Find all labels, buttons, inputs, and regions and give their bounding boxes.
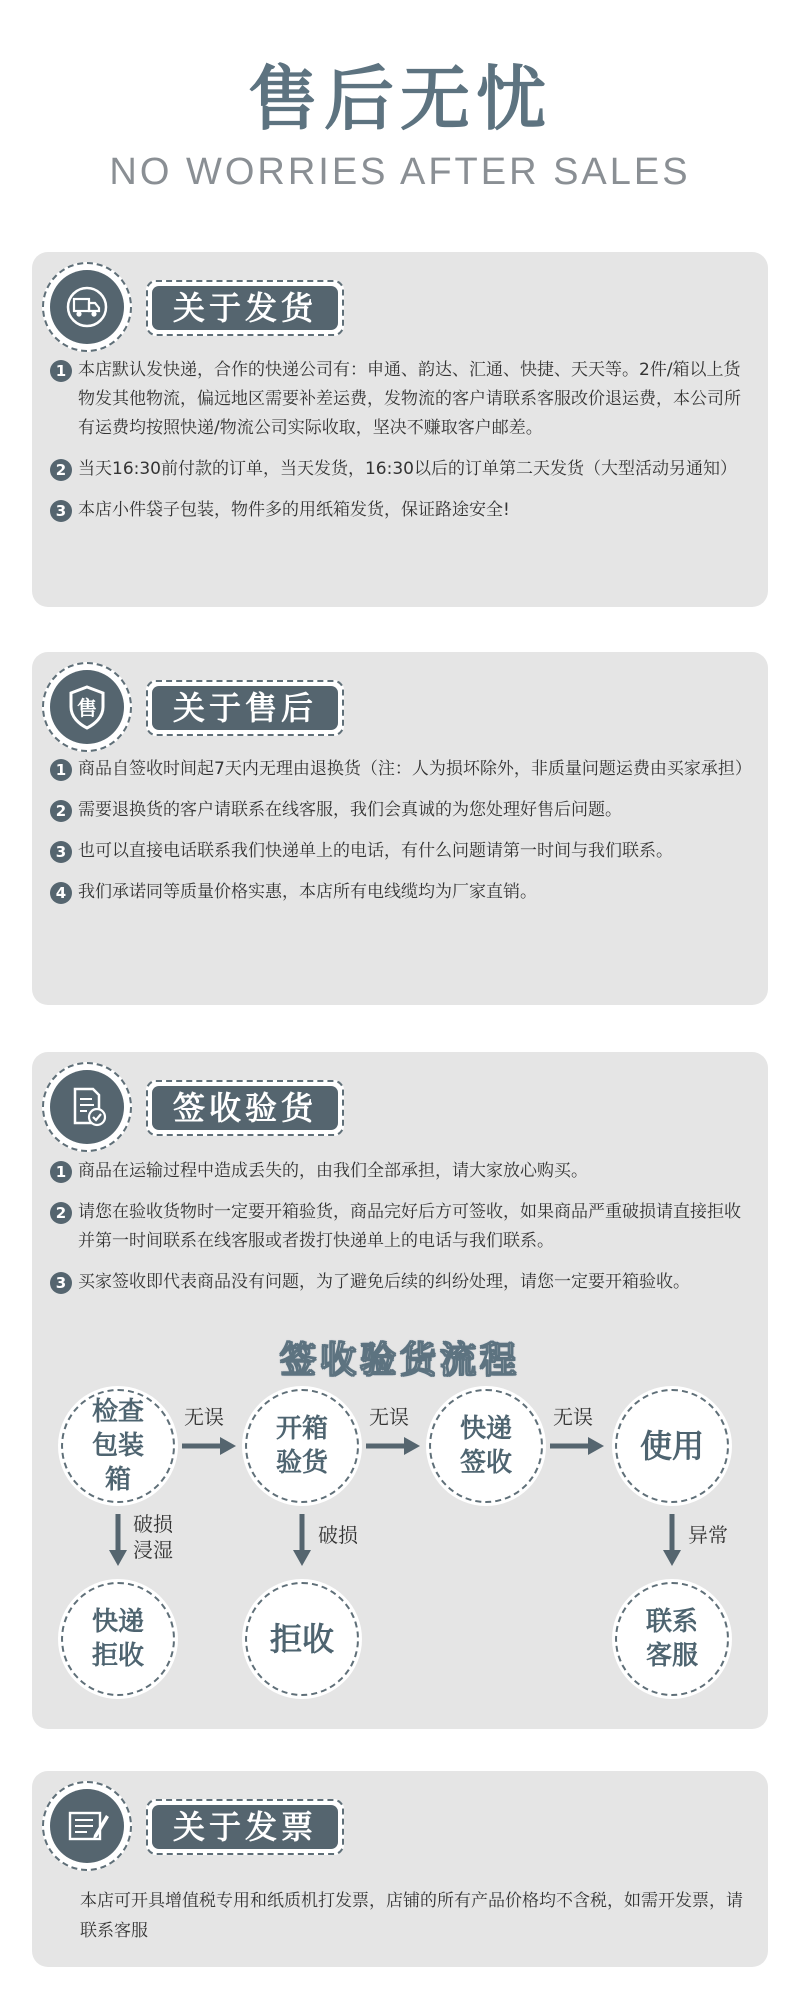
- flow-label-damaged-wet: 破损浸湿: [133, 1512, 173, 1562]
- item-number: 3: [50, 841, 72, 863]
- shipping-list: [50, 356, 748, 537]
- flow-step-open-inspect: 开箱验货: [245, 1389, 359, 1503]
- section-title-invoice: 关于发票: [146, 1799, 344, 1855]
- list-item: [50, 455, 748, 484]
- inspection-list: [50, 1157, 748, 1309]
- list-item: [50, 755, 752, 784]
- invoice-card: [32, 1771, 768, 1967]
- delivery-truck-icon: [42, 262, 132, 352]
- item-number: 2: [50, 1202, 72, 1224]
- list-item: [50, 356, 748, 443]
- flow-label-ok: 无误: [184, 1405, 224, 1429]
- invoice-text: 本店可开具增值税专用和纸质机打发票，店铺的所有产品价格均不含税，如需开发票，请联系客服: [80, 1891, 743, 1941]
- item-text: 需要退换货的客户请联系在线客服，我们会真诚的为您处理好售后问题。: [78, 800, 622, 820]
- document-check-icon: [42, 1062, 132, 1152]
- section-title-aftersales: 关于售后: [146, 680, 344, 736]
- item-number: 1: [50, 360, 72, 382]
- flow-label-ok: 无误: [369, 1405, 409, 1429]
- flow-result-courier-reject: 快递拒收: [61, 1582, 175, 1696]
- item-number: 4: [50, 882, 72, 904]
- flow-label-damaged: 破损: [318, 1523, 358, 1547]
- list-item: [50, 1268, 748, 1297]
- list-item: [50, 1157, 748, 1186]
- item-number: 2: [50, 459, 72, 481]
- item-text: 商品自签收时间起7天内无理由退换货（注：人为损坏除外，非质量问题运费由买家承担）: [78, 759, 752, 779]
- item-text: 买家签收即代表商品没有问题，为了避免后续的纠纷处理，请您一定要开箱验收。: [78, 1272, 690, 1292]
- page-title: 售后无忧: [248, 58, 552, 140]
- list-item: [50, 878, 748, 907]
- invoice-pen-icon: [42, 1781, 132, 1871]
- item-text: 商品在运输过程中造成丢失的，由我们全部承担，请大家放心购买。: [78, 1161, 588, 1181]
- item-text: 我们承诺同等质量价格实惠，本店所有电线缆均为厂家直销。: [78, 882, 537, 902]
- item-text: 请您在验收货物时一定要开箱验货，商品完好后方可签收，如果商品严重破损请直接拒收并第一时间联系在线客服或者拨打快递单上的电话与我们联系。: [78, 1202, 741, 1251]
- svg-text:售: 售: [77, 696, 97, 720]
- list-item: [50, 1198, 748, 1256]
- item-text: 本店小件袋子包装，物件多的用纸箱发货，保证路途安全!: [78, 500, 510, 520]
- list-item: [50, 496, 748, 525]
- flow-result-contact-service: 联系客服: [615, 1582, 729, 1696]
- flow-step-sign: 快递签收: [429, 1389, 543, 1503]
- flow-result-reject: 拒收: [245, 1582, 359, 1696]
- list-item: [50, 796, 748, 825]
- flow-step-check-package: 检查包装箱: [61, 1389, 175, 1503]
- shield-sale-icon: [42, 662, 132, 752]
- flow-step-use: 使用: [615, 1389, 729, 1503]
- section-title-inspection: 签收验货: [146, 1080, 344, 1136]
- item-number: 3: [50, 500, 72, 522]
- aftersales-list: [50, 755, 752, 919]
- section-title-shipping: 关于发货: [146, 280, 344, 336]
- list-item: [50, 837, 748, 866]
- item-number: 1: [50, 759, 72, 781]
- flow-title: 签收验货流程: [279, 1340, 520, 1381]
- flow-label-abnormal: 异常: [688, 1523, 728, 1547]
- item-number: 2: [50, 800, 72, 822]
- item-number: 3: [50, 1272, 72, 1294]
- item-text: 当天16:30前付款的订单，当天发货，16:30以后的订单第二天发货（大型活动另通知）: [78, 459, 737, 479]
- aftersales-card: [32, 652, 768, 1005]
- item-text: 也可以直接电话联系我们快递单上的电话，有什么问题请第一时间与我们联系。: [78, 841, 673, 861]
- page-subtitle: NO WORRIES AFTER SALES: [109, 151, 691, 193]
- inspection-card: [32, 1052, 768, 1729]
- shipping-card: [32, 252, 768, 607]
- flow-label-ok: 无误: [553, 1405, 593, 1429]
- item-number: 1: [50, 1161, 72, 1183]
- item-text: 本店默认发快递，合作的快递公司有：申通、韵达、汇通、快捷、天天等。2件/箱以上货物发其他物流，偏远地区需要补差运费，发物流的客户请联系客服改价退运费，本公司所有运费均按照快递/物流公司实际收取，坚决不赚取客户邮差。: [78, 360, 741, 438]
